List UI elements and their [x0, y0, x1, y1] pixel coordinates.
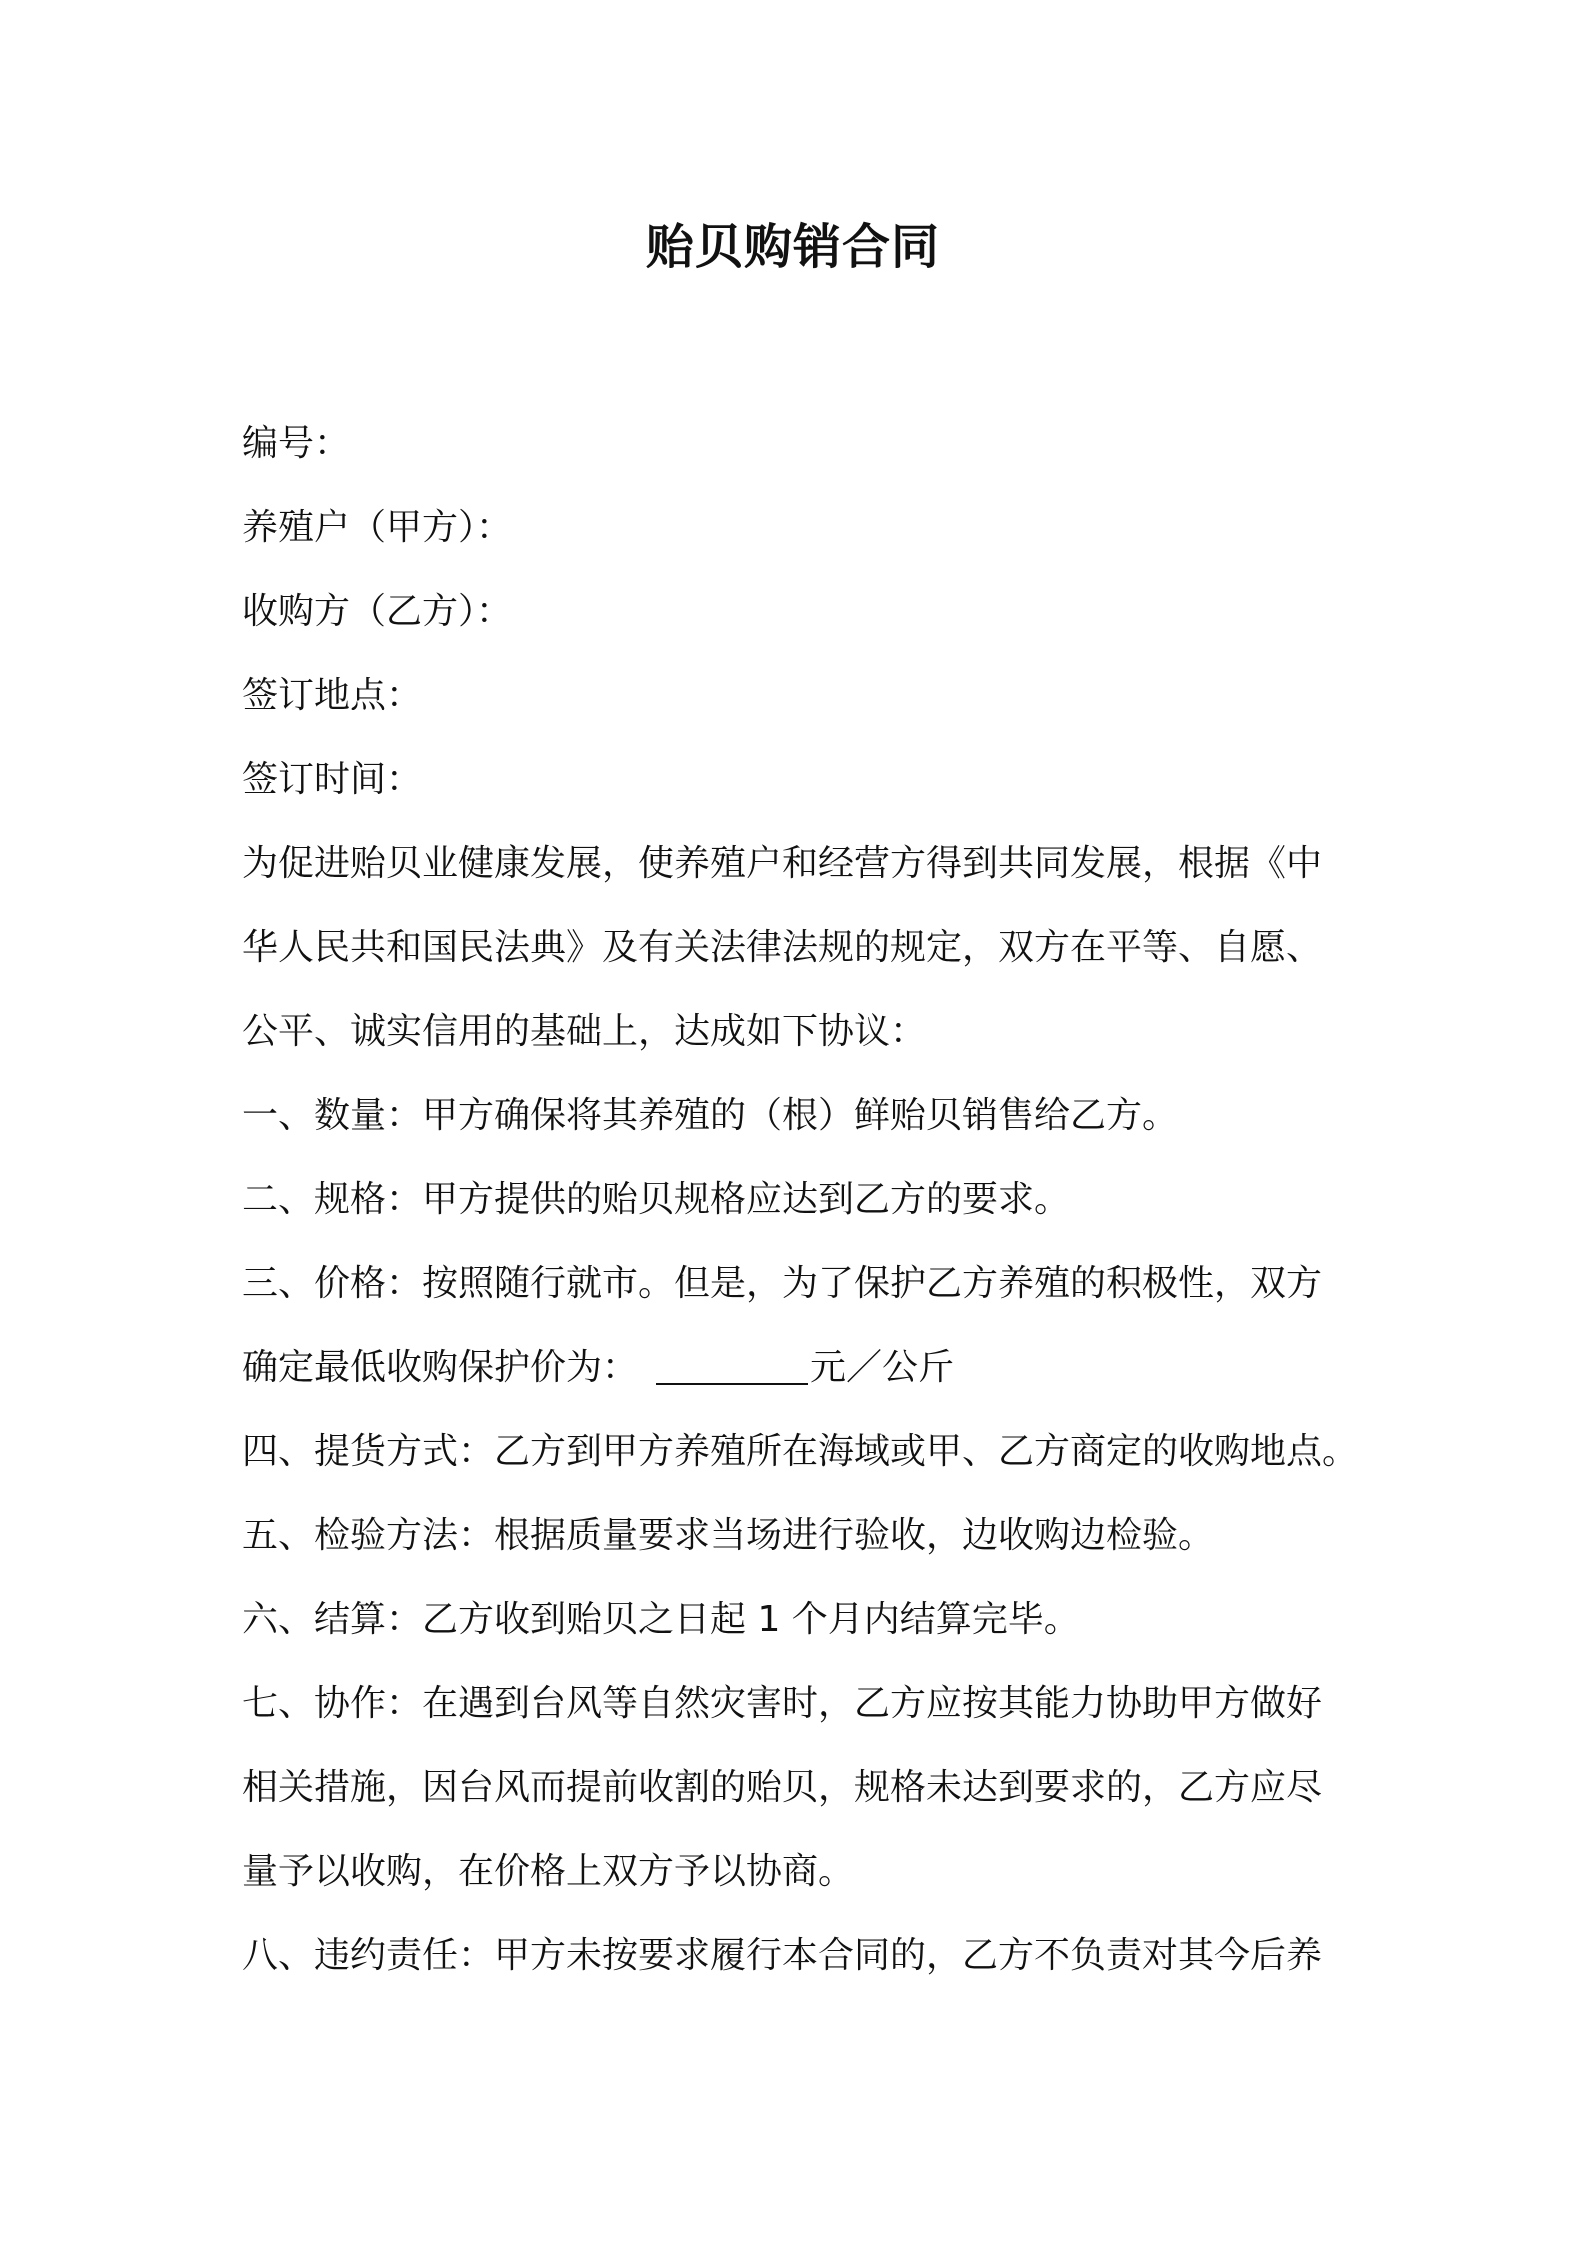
signing-time-line: 签订时间：: [242, 759, 423, 800]
clause-inspection-line: 五、检验方法：根据质量要求当场进行验收，边收购边检验。: [242, 1515, 1215, 1556]
party-b-line: 收购方（乙方）：: [242, 591, 513, 632]
preamble-line-3: 公平、诚实信用的基础上，达成如下协议：: [242, 1011, 927, 1052]
clause-quantity-line: 一、数量：甲方确保将其养殖的（根）鲜贻贝销售给乙方。: [242, 1095, 1179, 1136]
preamble-line-1: 为促进贻贝业健康发展，使养殖户和经营方得到共同发展，根据《中: [242, 843, 1323, 884]
clause-delivery-line: 四、提货方式：乙方到甲方养殖所在海域或甲、乙方商定的收购地点。: [242, 1431, 1359, 1472]
clause-liability-line-1: 八、违约责任：甲方未按要求履行本合同的，乙方不负责对其今后养: [242, 1935, 1323, 1976]
price-blank: [656, 1339, 808, 1385]
clause-cooperation-line-2: 相关措施，因台风而提前收割的贻贝，规格未达到要求的，乙方应尽: [242, 1767, 1323, 1808]
clause-settlement-line: 六、结算：乙方收到贻贝之日起 1 个月内结算完毕。: [242, 1599, 1080, 1640]
clause-specification-line: 二、规格：甲方提供的贻贝规格应达到乙方的要求。: [242, 1179, 1071, 1220]
signing-place-line: 签订地点：: [242, 675, 423, 716]
price-prefix: 确定最低收购保护价为：: [242, 1347, 639, 1388]
price-unit: 元／公斤: [810, 1347, 955, 1388]
clause-price-line-1: 三、价格：按照随行就市。但是，为了保护乙方养殖的积极性，双方: [242, 1263, 1323, 1304]
clause-cooperation-line-3: 量予以收购，在价格上双方予以协商。: [242, 1851, 855, 1892]
preamble-line-2: 华人民共和国民法典》及有关法律法规的规定，双方在平等、自愿、: [242, 927, 1323, 968]
contract-number-line: 编号：: [242, 423, 351, 464]
party-a-line: 养殖户（甲方）：: [242, 507, 513, 548]
contract-body: [242, 402, 1362, 1998]
clause-cooperation-line-1: 七、协作：在遇到台风等自然灾害时，乙方应按其能力协助甲方做好: [242, 1683, 1323, 1724]
clause-price-line-2: [242, 1326, 1362, 1410]
document-title: 贻贝购销合同: [645, 219, 940, 275]
